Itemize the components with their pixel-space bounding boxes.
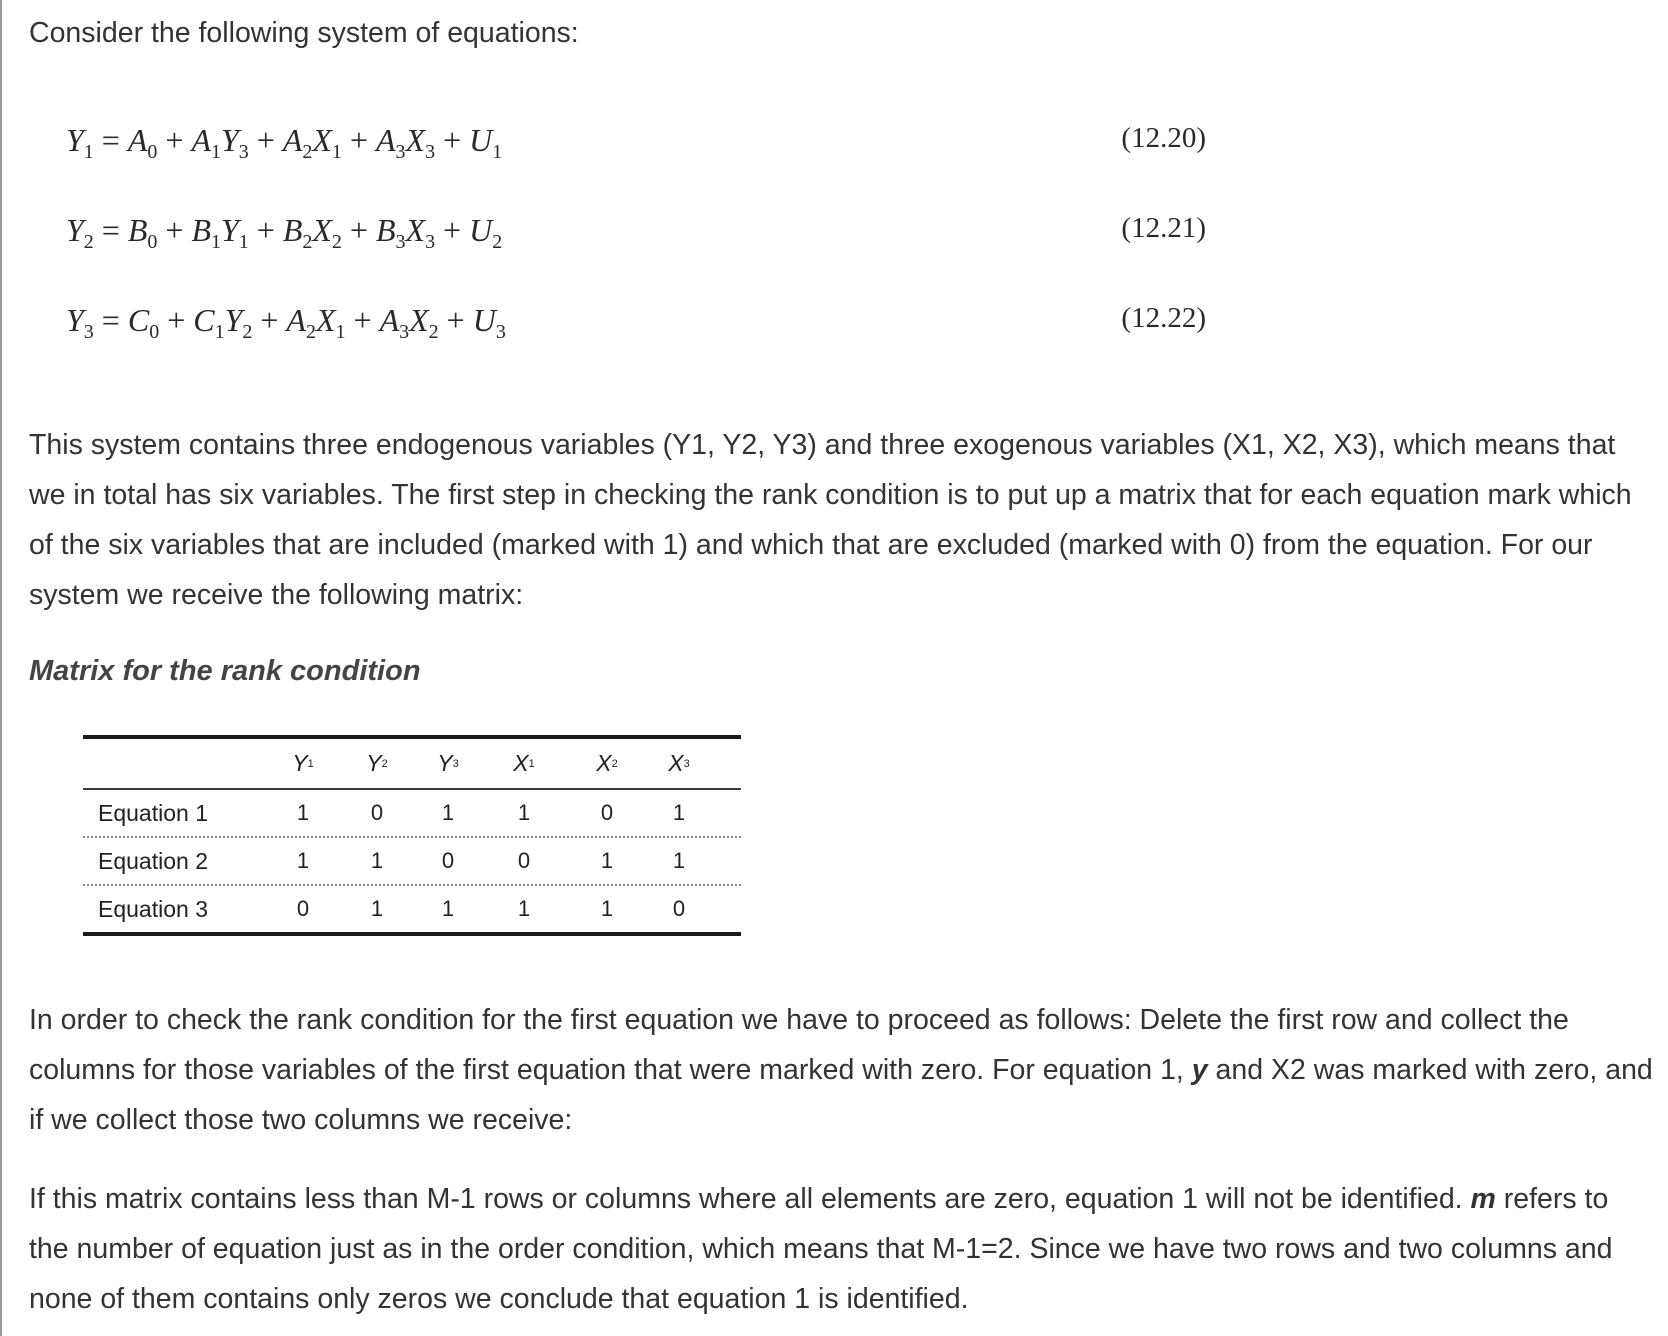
matrix-row xyxy=(83,790,741,836)
error-term: $U_2$ xyxy=(469,212,503,253)
matrix-row-label: Equation 1 xyxy=(98,799,208,826)
equation-formula: $Y_1 = A_0 + A_1Y_3 + A_2X_1 + A_3X_3 + U_1$ xyxy=(66,122,503,163)
equation-3 xyxy=(66,302,1206,346)
variable: $X_3$ xyxy=(405,212,436,253)
dependent-variable: $Y_1$ xyxy=(66,122,94,163)
paragraph-procedure-part-2: and X2 was marked with zero, and if we collect those two columns we receive: xyxy=(29,1054,1653,1136)
matrix-column-header: X 1 xyxy=(513,750,535,776)
variable: $X_2$ xyxy=(409,302,439,343)
matrix-header-row xyxy=(83,739,741,788)
matrix-cell: 1 xyxy=(296,800,310,825)
emphasis-m: m xyxy=(1470,1183,1496,1215)
matrix-cell: 1 xyxy=(441,896,455,921)
rank-condition-matrix xyxy=(83,735,741,936)
paragraph-conclusion-part-1: If this matrix contains less than M-1 rows or columns where all elements are zero, equation 1 will not be identified. xyxy=(29,1183,1471,1215)
paragraph-variables: This system contains three endogenous variables (Y1, Y2, Y3) and three exogenous variables (X1, X2, X3), which means that we in total has six variables. The first step in checking the rank condition is to put up a matrix that for each equation mark which of the six variables that are included (marked with 1) and which that are excluded (marked with 0) from the equation. For our system we receive the following matrix: xyxy=(29,429,1632,611)
variable: $X_2$ xyxy=(312,212,342,253)
matrix-column-header: Y 1 xyxy=(292,750,314,776)
matrix-column-header: Y 2 xyxy=(366,750,388,776)
matrix-cell: 0 xyxy=(672,896,686,921)
coefficient: $A_2$ xyxy=(282,122,313,163)
intercept: $A_0$ xyxy=(127,122,158,163)
matrix-cell: 1 xyxy=(672,848,686,873)
matrix-bottom-rule xyxy=(83,932,741,936)
variable: $X_3$ xyxy=(405,122,436,163)
equation-1 xyxy=(66,122,1206,166)
matrix-column-header: X 3 xyxy=(668,750,690,776)
equation-number: (12.20) xyxy=(1121,122,1206,154)
matrix-cell: 0 xyxy=(296,896,310,921)
matrix-cell: 1 xyxy=(370,848,384,873)
matrix-cell: 1 xyxy=(296,848,310,873)
paragraph-procedure-part-1: In order to check the rank condition for the first equation we have to proceed as follows: Delete the first row and collect the columns for those variables of the first equation that were marked with zero. For equation 1, xyxy=(29,1004,1569,1086)
equation-formula: $Y_3 = C_0 + C_1Y_2 + A_2X_1 + A_3X_2 + U_3$ xyxy=(66,302,506,343)
matrix-column-header: X 2 xyxy=(596,750,618,776)
matrix-cell: 1 xyxy=(517,800,531,825)
left-border xyxy=(0,0,2,1336)
error-term: $U_3$ xyxy=(472,302,506,343)
equation-number: (12.21) xyxy=(1121,212,1206,244)
matrix-cell: 1 xyxy=(441,800,455,825)
equation-number: (12.22) xyxy=(1121,302,1206,334)
variable: $X_1$ xyxy=(312,122,342,163)
coefficient: $C_1$ xyxy=(193,302,225,343)
matrix-cell: 1 xyxy=(600,896,614,921)
matrix-cell: 0 xyxy=(600,800,614,825)
intercept: $B_0$ xyxy=(127,212,158,253)
dependent-variable: $Y_2$ xyxy=(66,212,94,253)
coefficient: $A_2$ xyxy=(286,302,316,343)
matrix-row-label: Equation 3 xyxy=(98,895,208,922)
dependent-variable: $Y_3$ xyxy=(66,302,94,343)
coefficient: $B_2$ xyxy=(282,212,313,253)
matrix-cell: 0 xyxy=(370,800,384,825)
matrix-title: Matrix for the rank condition xyxy=(29,655,421,687)
variable: $Y_2$ xyxy=(224,302,253,343)
paragraph-procedure xyxy=(29,995,1654,1145)
coefficient: $A_3$ xyxy=(379,302,410,343)
matrix-cell: 1 xyxy=(517,896,531,921)
variable: $X_1$ xyxy=(315,302,346,343)
emphasis-y: y xyxy=(1191,1054,1208,1086)
matrix-row xyxy=(83,838,741,884)
matrix-cell: 1 xyxy=(672,800,686,825)
variable: $Y_1$ xyxy=(220,212,249,253)
paragraph-conclusion xyxy=(29,1174,1654,1324)
matrix-cell: 0 xyxy=(441,848,455,873)
paragraph-conclusion-part-2: refers to the number of equation just as in the order condition, which means that M-1=2. Since we have two rows and two columns and none of them contains only zeros we conclude that equation 1 is identified. xyxy=(29,1183,1613,1315)
variable: $Y_3$ xyxy=(220,122,249,163)
intro-text: Consider the following system of equations: xyxy=(29,17,579,49)
matrix-row xyxy=(83,886,741,932)
equation-2 xyxy=(66,212,1206,256)
matrix-column-header: Y 3 xyxy=(437,750,459,776)
coefficient: $A_1$ xyxy=(191,122,221,163)
equation-formula: $Y_2 = B_0 + B_1Y_1 + B_2X_2 + B_3X_3 + U_2$ xyxy=(66,212,503,253)
coefficient: $B_3$ xyxy=(375,212,406,253)
coefficient: $B_1$ xyxy=(191,212,221,253)
matrix-cell: 1 xyxy=(370,896,384,921)
matrix-cell: 0 xyxy=(517,848,531,873)
intercept: $C_0$ xyxy=(127,302,160,343)
matrix-row-label: Equation 2 xyxy=(98,847,208,874)
matrix-cell: 1 xyxy=(600,848,614,873)
error-term: $U_1$ xyxy=(469,122,503,163)
coefficient: $A_3$ xyxy=(375,122,406,163)
